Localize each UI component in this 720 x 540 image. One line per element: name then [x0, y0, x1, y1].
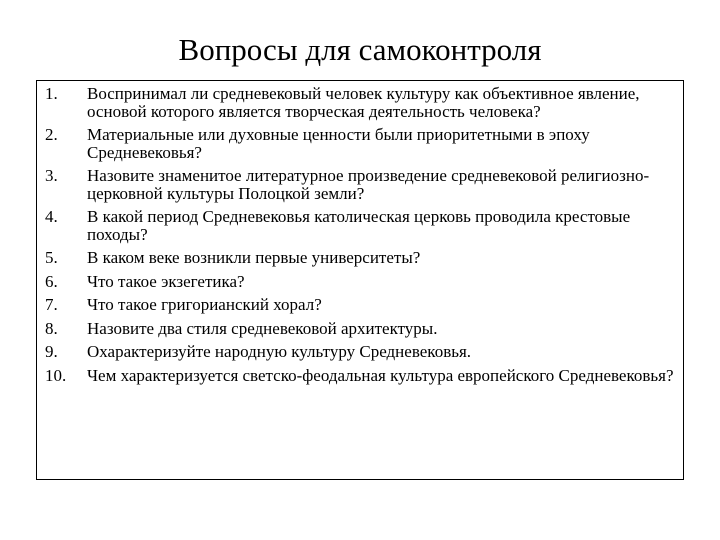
- question-item: [45, 296, 681, 314]
- question-text: В какой период Средневековья католическая церковь проводила крестовые походы?: [87, 207, 631, 244]
- slide-title: Вопросы для самоконтроля: [178, 32, 542, 67]
- question-box: [36, 80, 684, 480]
- question-item: [45, 167, 681, 202]
- question-item: [45, 343, 681, 361]
- question-text: Что такое экзегетика?: [87, 271, 245, 291]
- question-item: [45, 208, 681, 243]
- question-number: 9.: [45, 342, 58, 361]
- question-number: 7.: [45, 295, 58, 314]
- question-number: 4.: [45, 207, 58, 226]
- question-text: В каком веке возникли первые университеты?: [87, 248, 421, 267]
- question-number: 3.: [45, 166, 58, 185]
- question-list: [45, 85, 681, 390]
- question-number: 6.: [45, 271, 58, 291]
- question-number: 10.: [45, 365, 67, 385]
- question-text: Назовите знаменитое литературное произведение средневековой религиозно-церковной культуры Полоцкой земли?: [87, 166, 650, 203]
- question-item: [45, 367, 681, 385]
- question-item: [45, 320, 681, 338]
- question-number: 5.: [45, 248, 58, 267]
- question-text: Назовите два стиля средневековой архитектуры.: [87, 318, 438, 338]
- question-text: Воспринимал ли средневековый человек культуру как объективное явление, основой которого является творческая деятельность человека?: [87, 84, 640, 121]
- question-text: Что такое григорианский хорал?: [87, 295, 322, 314]
- question-item: [45, 273, 681, 291]
- question-item: [45, 249, 681, 267]
- question-item: [45, 126, 681, 161]
- question-text: Чем характеризуется светско-феодальная культура европейского Средневековья?: [87, 365, 674, 385]
- question-number: 1.: [45, 84, 58, 103]
- question-text: Материальные или духовные ценности были приоритетными в эпоху Средневековья?: [87, 125, 590, 162]
- question-number: 8.: [45, 318, 58, 338]
- question-text: Охарактеризуйте народную культуру Средневековья.: [87, 342, 472, 361]
- question-number: 2.: [45, 125, 58, 144]
- question-item: [45, 85, 681, 120]
